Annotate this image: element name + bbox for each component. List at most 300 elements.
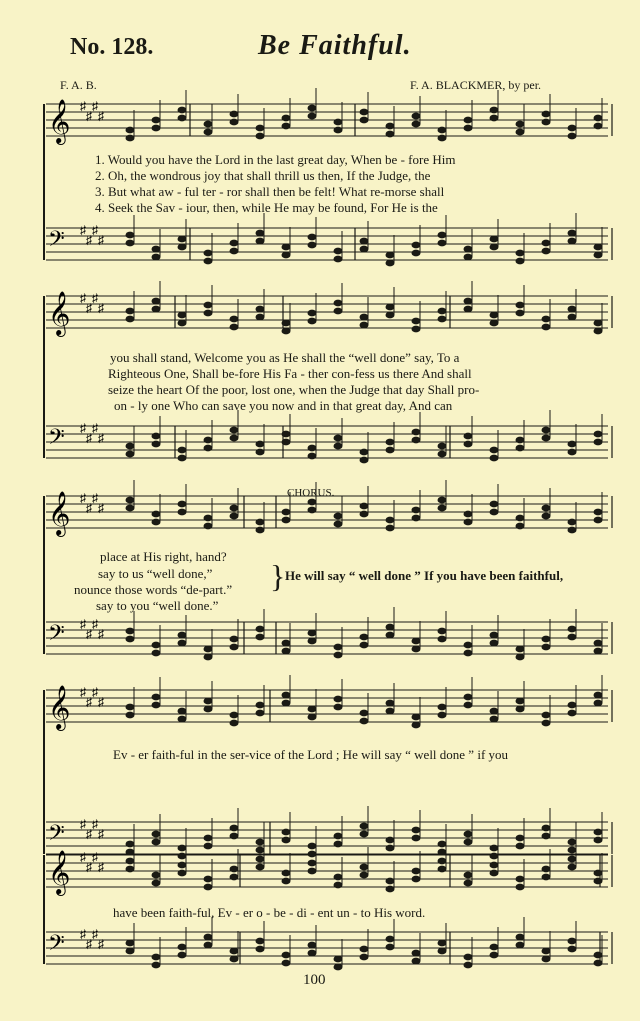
note-head	[542, 111, 551, 118]
sharp-icon: ♯	[80, 617, 86, 631]
note-head	[516, 523, 525, 530]
note-head	[542, 513, 551, 520]
note-head	[230, 324, 239, 331]
treble-clef-icon: 𝄞	[48, 850, 71, 894]
note-head	[568, 238, 577, 245]
note-head	[152, 642, 161, 649]
note-head	[282, 960, 291, 967]
note-head	[412, 835, 421, 842]
note-head	[568, 230, 577, 237]
note-head	[542, 324, 551, 331]
note-head	[256, 626, 265, 633]
note-head	[126, 940, 135, 947]
note-head	[204, 310, 213, 317]
note-head	[360, 872, 369, 879]
note-head	[308, 843, 317, 850]
note-head	[542, 644, 551, 651]
note-head	[360, 946, 369, 953]
note-head	[542, 240, 551, 247]
composer-credit: F. A. BLACKMER, by per.	[410, 78, 542, 92]
note-head	[334, 119, 343, 126]
note-head	[542, 874, 551, 881]
note-head	[412, 958, 421, 965]
note-head	[438, 948, 447, 955]
note-head	[308, 638, 317, 645]
note-head	[594, 870, 603, 877]
note-head	[412, 868, 421, 875]
note-head	[412, 326, 421, 333]
note-head	[568, 938, 577, 945]
note-head	[568, 710, 577, 717]
note-head	[256, 125, 265, 132]
sharp-icon: ♯	[92, 421, 98, 435]
note-head	[178, 455, 187, 462]
note-head	[568, 864, 577, 871]
note-head	[360, 831, 369, 838]
note-head	[568, 847, 577, 854]
note-head	[412, 113, 421, 120]
note-head	[386, 700, 395, 707]
note-head	[282, 692, 291, 699]
note-head	[516, 654, 525, 661]
note-head	[308, 113, 317, 120]
note-head	[126, 127, 135, 134]
note-head	[594, 952, 603, 959]
note-head	[360, 954, 369, 961]
sharp-icon: ♯	[80, 291, 86, 305]
note-head	[308, 453, 317, 460]
note-head	[386, 260, 395, 267]
note-head	[230, 248, 239, 255]
lyric-line: Ev - er faith-ful in the ser-vice of the Lord ; He will say “ well done ” if you	[113, 747, 509, 762]
note-head	[178, 640, 187, 647]
sharp-icon: ♯	[92, 223, 98, 237]
treble-clef-icon: 𝄞	[48, 291, 71, 335]
sharp-icon: ♯	[86, 860, 92, 874]
note-head	[282, 439, 291, 446]
note-head	[464, 839, 473, 846]
note-head	[542, 316, 551, 323]
note-head	[542, 956, 551, 963]
note-head	[438, 636, 447, 643]
note-head	[594, 517, 603, 524]
note-head	[282, 115, 291, 122]
lyric-line: 2. Oh, the wondrous joy that shall thrill us then, If the Judge, the	[95, 168, 431, 183]
sharp-icon: ♯	[86, 827, 92, 841]
note-head	[308, 318, 317, 325]
note-head	[256, 441, 265, 448]
note-head	[464, 694, 473, 701]
note-head	[438, 841, 447, 848]
note-head	[178, 870, 187, 877]
note-head	[594, 115, 603, 122]
note-head	[490, 952, 499, 959]
note-head	[516, 843, 525, 850]
note-head	[282, 509, 291, 516]
lyric-line: 4. Seek the Sav - iour, then, while He may be found, For He is the	[95, 200, 438, 215]
note-head	[594, 439, 603, 446]
note-head	[516, 646, 525, 653]
note-head	[178, 845, 187, 852]
note-head	[438, 135, 447, 142]
note-head	[594, 837, 603, 844]
note-head	[516, 437, 525, 444]
bass-clef-icon: 𝄢	[48, 821, 65, 851]
note-head	[204, 646, 213, 653]
note-head	[412, 515, 421, 522]
note-head	[594, 960, 603, 967]
note-head	[334, 513, 343, 520]
note-head	[568, 449, 577, 456]
note-head	[464, 702, 473, 709]
note-head	[178, 853, 187, 860]
note-head	[230, 948, 239, 955]
note-head	[360, 642, 369, 649]
note-head	[230, 712, 239, 719]
note-head	[152, 433, 161, 440]
note-head	[464, 650, 473, 657]
note-head	[256, 238, 265, 245]
note-head	[230, 874, 239, 881]
note-head	[256, 946, 265, 953]
note-head	[516, 129, 525, 136]
note-head	[568, 133, 577, 140]
note-head	[126, 505, 135, 512]
note-head	[204, 445, 213, 452]
note-head	[490, 115, 499, 122]
note-head	[126, 704, 135, 711]
note-head	[568, 839, 577, 846]
note-head	[152, 694, 161, 701]
note-head	[542, 119, 551, 126]
note-head	[490, 640, 499, 647]
note-head	[360, 322, 369, 329]
note-head	[438, 240, 447, 247]
note-head	[438, 497, 447, 504]
note-head	[464, 642, 473, 649]
note-head	[178, 115, 187, 122]
note-head	[256, 306, 265, 313]
bass-clef-icon: 𝄢	[48, 227, 65, 257]
note-head	[204, 437, 213, 444]
note-head	[594, 320, 603, 327]
refrain-text: He will say “ well done ” If you have been faithful,	[285, 568, 564, 583]
treble-clef-icon: 𝄞	[48, 99, 71, 143]
note-head	[230, 316, 239, 323]
note-head	[308, 310, 317, 317]
note-head	[542, 825, 551, 832]
note-head	[360, 718, 369, 725]
sharp-icon: ♯	[98, 233, 104, 247]
note-head	[204, 934, 213, 941]
note-head	[490, 244, 499, 251]
note-head	[126, 712, 135, 719]
note-head	[178, 501, 187, 508]
note-head	[282, 648, 291, 655]
note-head	[386, 304, 395, 311]
sharp-icon: ♯	[86, 627, 92, 641]
note-head	[230, 825, 239, 832]
note-head	[438, 232, 447, 239]
note-head	[490, 944, 499, 951]
note-head	[178, 708, 187, 715]
sharp-icon: ♯	[98, 860, 104, 874]
note-head	[204, 942, 213, 949]
note-head	[542, 948, 551, 955]
note-head	[594, 878, 603, 885]
note-head	[282, 517, 291, 524]
sharp-icon: ♯	[80, 223, 86, 237]
note-head	[256, 864, 265, 871]
note-head	[334, 833, 343, 840]
note-head	[438, 849, 447, 856]
note-head	[412, 437, 421, 444]
note-head	[594, 328, 603, 335]
note-head	[282, 700, 291, 707]
sharp-icon: ♯	[80, 421, 86, 435]
note-head	[412, 638, 421, 645]
sharp-icon: ♯	[86, 301, 92, 315]
note-head	[360, 238, 369, 245]
lyric-line: have been faith-ful, Ev - er o - be - di - ent un - to His word.	[113, 905, 426, 920]
page-number: 100	[303, 972, 326, 988]
note-head	[516, 310, 525, 317]
sharp-icon: ♯	[98, 431, 104, 445]
note-head	[386, 447, 395, 454]
note-head	[126, 858, 135, 865]
note-head	[568, 441, 577, 448]
note-head	[568, 634, 577, 641]
note-head	[464, 125, 473, 132]
note-head	[178, 312, 187, 319]
note-head	[204, 706, 213, 713]
note-head	[464, 254, 473, 261]
note-head	[490, 501, 499, 508]
sharp-icon: ♯	[98, 501, 104, 515]
note-head	[334, 841, 343, 848]
note-head	[568, 314, 577, 321]
note-head	[230, 720, 239, 727]
note-head	[334, 127, 343, 134]
note-head	[334, 521, 343, 528]
note-head	[178, 952, 187, 959]
note-head	[308, 714, 317, 721]
sharp-icon: ♯	[86, 937, 92, 951]
note-head	[334, 874, 343, 881]
note-head	[594, 640, 603, 647]
note-head	[542, 636, 551, 643]
note-head	[308, 950, 317, 957]
note-head	[308, 630, 317, 637]
note-head	[438, 451, 447, 458]
note-head	[516, 515, 525, 522]
note-head	[126, 240, 135, 247]
note-head	[386, 312, 395, 319]
note-head	[308, 507, 317, 514]
note-head	[256, 519, 265, 526]
note-head	[334, 956, 343, 963]
sharp-icon: ♯	[86, 109, 92, 123]
note-head	[438, 628, 447, 635]
hymn-title: Be Faithful.	[258, 30, 412, 61]
note-head	[542, 248, 551, 255]
note-head	[256, 938, 265, 945]
chorus-label: CHORUS.	[287, 487, 335, 499]
note-head	[464, 117, 473, 124]
note-head	[308, 242, 317, 249]
hymn-number: No. 128.	[70, 34, 154, 60]
sharp-icon: ♯	[92, 99, 98, 113]
note-head	[360, 246, 369, 253]
note-head	[152, 831, 161, 838]
note-head	[516, 250, 525, 257]
note-head	[386, 886, 395, 893]
note-head	[438, 443, 447, 450]
note-head	[464, 831, 473, 838]
note-head	[256, 839, 265, 846]
note-head	[490, 716, 499, 723]
note-head	[464, 511, 473, 518]
note-head	[308, 706, 317, 713]
note-head	[464, 433, 473, 440]
note-head	[308, 860, 317, 867]
brace-icon: }	[270, 558, 286, 594]
note-head	[386, 837, 395, 844]
note-head	[256, 847, 265, 854]
note-head	[360, 109, 369, 116]
note-head	[152, 441, 161, 448]
note-head	[490, 870, 499, 877]
note-head	[256, 710, 265, 717]
note-head	[386, 252, 395, 259]
note-head	[594, 700, 603, 707]
note-head	[334, 964, 343, 971]
sharp-icon: ♯	[86, 695, 92, 709]
note-head	[178, 244, 187, 251]
sharp-icon: ♯	[92, 685, 98, 699]
note-head	[256, 856, 265, 863]
note-head	[438, 308, 447, 315]
note-head	[256, 133, 265, 140]
note-head	[464, 872, 473, 879]
note-head	[568, 946, 577, 953]
note-head	[438, 712, 447, 719]
note-head	[178, 632, 187, 639]
note-head	[490, 845, 499, 852]
note-head	[412, 646, 421, 653]
note-head	[516, 884, 525, 891]
note-head	[126, 948, 135, 955]
note-head	[204, 258, 213, 265]
note-head	[152, 650, 161, 657]
note-head	[152, 839, 161, 846]
lyric-line: say to us “well done,”	[98, 566, 213, 581]
note-head	[152, 519, 161, 526]
note-head	[204, 876, 213, 883]
note-head	[360, 710, 369, 717]
note-head	[360, 511, 369, 518]
bass-clef-icon: 𝄢	[48, 621, 65, 651]
note-head	[230, 866, 239, 873]
note-head	[568, 306, 577, 313]
note-head	[412, 827, 421, 834]
note-head	[334, 308, 343, 315]
note-head	[568, 519, 577, 526]
note-head	[542, 505, 551, 512]
lyric-line: nounce those words “de-part.”	[74, 582, 233, 597]
note-head	[568, 702, 577, 709]
note-head	[516, 934, 525, 941]
note-head	[334, 882, 343, 889]
bass-clef-icon: 𝄢	[48, 931, 65, 961]
note-head	[334, 435, 343, 442]
note-head	[334, 696, 343, 703]
note-head	[386, 845, 395, 852]
note-head	[256, 702, 265, 709]
note-head	[464, 519, 473, 526]
note-head	[516, 876, 525, 883]
note-head	[360, 314, 369, 321]
note-head	[542, 712, 551, 719]
note-head	[490, 320, 499, 327]
note-head	[438, 866, 447, 873]
note-head	[360, 457, 369, 464]
note-head	[594, 509, 603, 516]
note-head	[438, 940, 447, 947]
note-head	[334, 652, 343, 659]
note-head	[412, 429, 421, 436]
note-head	[152, 962, 161, 969]
note-head	[542, 833, 551, 840]
note-head	[308, 445, 317, 452]
sharp-icon: ♯	[80, 99, 86, 113]
note-head	[282, 952, 291, 959]
note-head	[334, 443, 343, 450]
bass-clef-icon: 𝄢	[48, 425, 65, 455]
note-head	[230, 435, 239, 442]
note-head	[126, 443, 135, 450]
note-head	[126, 451, 135, 458]
note-head	[126, 308, 135, 315]
sharp-icon: ♯	[98, 109, 104, 123]
note-head	[152, 511, 161, 518]
author-credit: F. A. B.	[60, 78, 97, 92]
note-head	[490, 236, 499, 243]
sharp-icon: ♯	[80, 850, 86, 864]
note-head	[178, 862, 187, 869]
note-head	[178, 236, 187, 243]
note-head	[490, 455, 499, 462]
note-head	[360, 864, 369, 871]
sharp-icon: ♯	[98, 301, 104, 315]
note-head	[204, 302, 213, 309]
note-head	[490, 447, 499, 454]
note-head	[204, 523, 213, 530]
note-head	[126, 849, 135, 856]
sharp-icon: ♯	[80, 817, 86, 831]
note-head	[308, 234, 317, 241]
note-head	[360, 503, 369, 510]
note-head	[490, 708, 499, 715]
note-head	[230, 119, 239, 126]
note-head	[516, 698, 525, 705]
lyric-line: 3. But what aw - ful ter - ror shall then be felt! What re-morse shall	[95, 184, 445, 199]
note-head	[438, 316, 447, 323]
note-head	[516, 835, 525, 842]
lyric-line: Righteous One, Shall be-fore His Fa - ther con-fess us there And shall	[108, 366, 472, 381]
note-head	[490, 862, 499, 869]
note-head	[230, 636, 239, 643]
